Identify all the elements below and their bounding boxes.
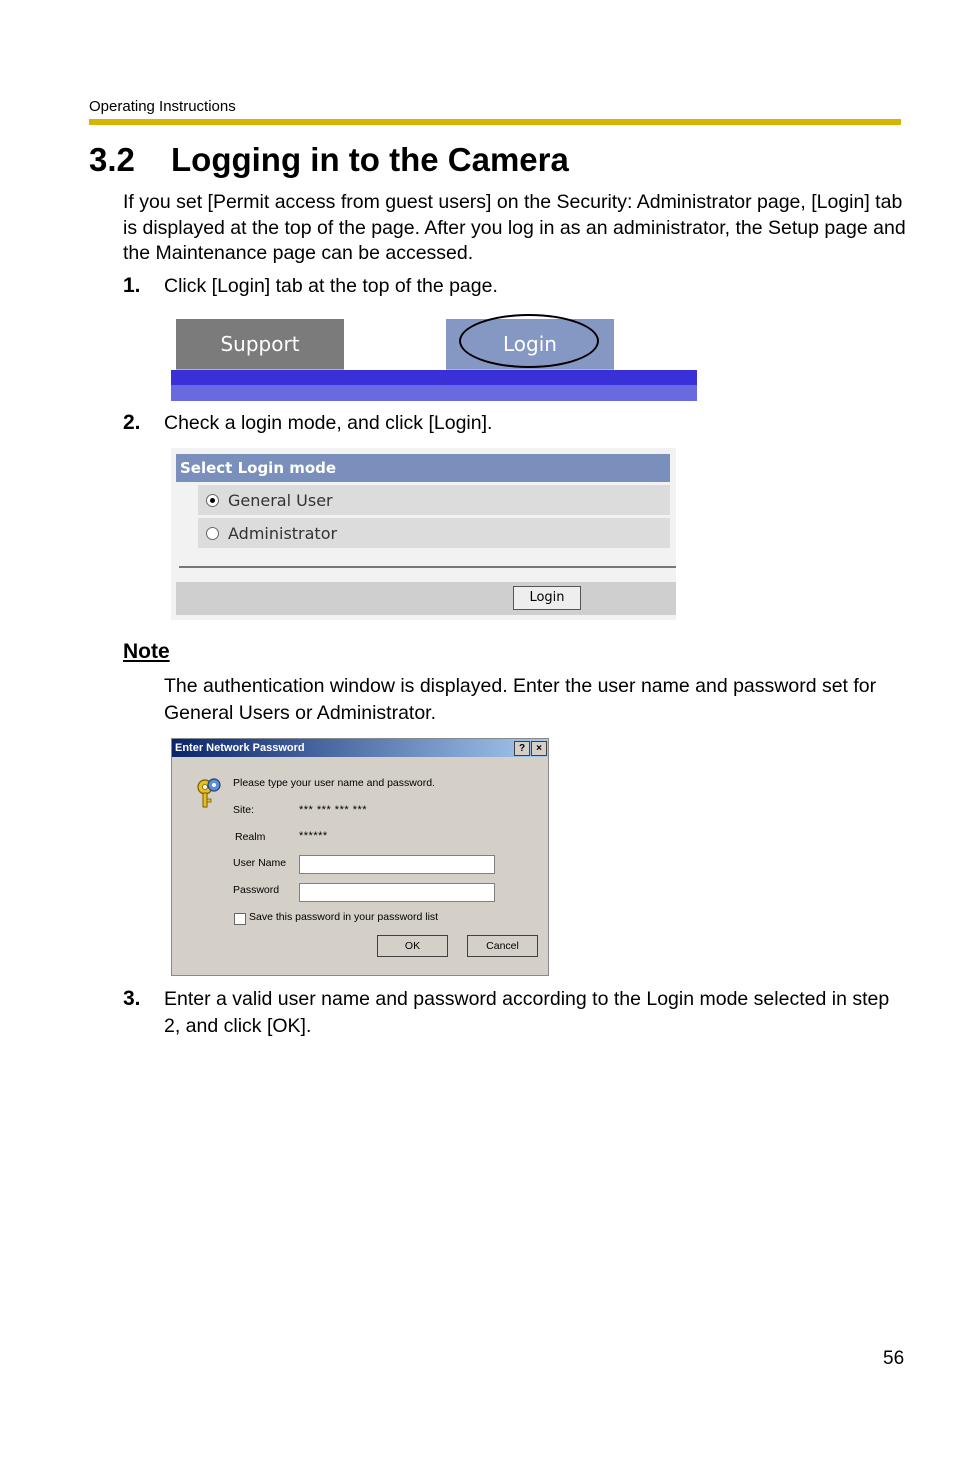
option-label: General User	[228, 490, 333, 510]
login-mode-footer	[176, 582, 676, 615]
support-tab[interactable]: Support	[176, 319, 344, 373]
site-value: *** *** *** ***	[299, 804, 368, 816]
section-title: Logging in to the Camera	[171, 141, 569, 178]
radio-unselected-icon[interactable]	[206, 527, 219, 540]
step-2-number: 2.	[123, 411, 141, 434]
help-button[interactable]: ?	[514, 741, 530, 756]
realm-label: Realm	[235, 831, 266, 843]
step-1-text: Click [Login] tab at the top of the page.	[164, 275, 498, 297]
option-administrator[interactable]	[198, 518, 670, 548]
step-1-number: 1.	[123, 274, 141, 297]
password-label: Password	[233, 884, 280, 896]
page-number: 56	[883, 1348, 905, 1369]
highlight-oval	[459, 314, 599, 368]
option-label: Administrator	[228, 523, 338, 543]
note-text: The authentication window is displayed. Enter the user name and password set for General Users or Administrator.	[164, 675, 877, 724]
step-2-text: Check a login mode, and click [Login].	[164, 412, 493, 434]
running-header: Operating Instructions	[89, 98, 236, 115]
step-3-number: 3.	[123, 987, 141, 1010]
keys-icon	[194, 777, 224, 809]
dialog-prompt: Please type your user name and password.	[233, 777, 435, 789]
password-field[interactable]	[299, 883, 495, 902]
dialog-title: Enter Network Password	[172, 739, 548, 757]
realm-value: ******	[299, 830, 328, 842]
radio-selected-icon[interactable]	[206, 494, 219, 507]
login-mode-heading: Select Login mode	[176, 454, 670, 482]
option-general-user[interactable]	[198, 485, 670, 515]
site-label: Site:	[233, 804, 255, 816]
login-button[interactable]: Login	[513, 586, 581, 610]
save-password-checkbox[interactable]	[234, 913, 246, 925]
intro-paragraph: If you set [Permit access from guest users] on the Security: Administrator page, [Login] tab is displayed at the top of the page. After you log in as an administrator, the Setup page and the Maintenance page can be accessed.	[123, 191, 906, 264]
close-button[interactable]: ×	[531, 741, 547, 756]
username-field[interactable]	[299, 855, 495, 874]
tabs-screenshot	[171, 317, 697, 401]
ok-button[interactable]: OK	[377, 935, 448, 957]
tab-bar-top	[171, 370, 697, 385]
divider	[179, 566, 676, 568]
header-rule	[89, 119, 901, 125]
username-label: User Name	[233, 857, 287, 869]
note-label: Note	[123, 640, 170, 663]
step-3-text: Enter a valid user name and password according to the Login mode selected in step 2, and click [OK].	[164, 988, 890, 1037]
login-tab[interactable]: Login	[446, 319, 614, 373]
password-dialog-screenshot	[171, 738, 549, 976]
cancel-button[interactable]: Cancel	[467, 935, 538, 957]
save-password-label: Save this password in your password list	[249, 911, 439, 923]
section-number: 3.2	[89, 141, 135, 178]
login-mode-screenshot	[171, 448, 676, 620]
